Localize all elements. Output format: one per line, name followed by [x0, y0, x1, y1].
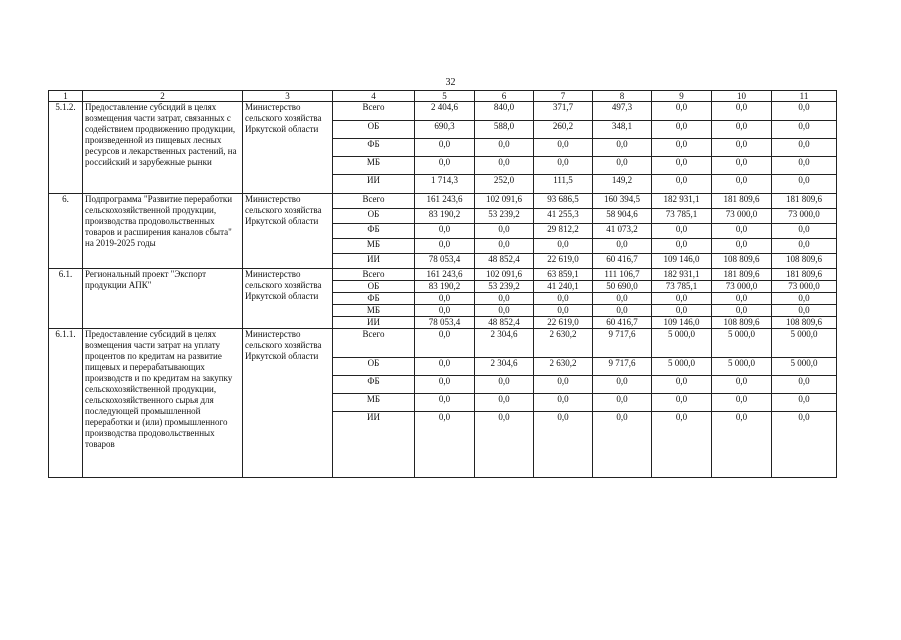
amount-cell: 0,0 — [652, 157, 712, 175]
amount-cell: 41 240,1 — [534, 281, 593, 293]
amount-cell: 690,3 — [415, 121, 475, 139]
table-body — [49, 91, 837, 478]
amount-cell: 41 073,2 — [593, 224, 652, 239]
amount-cell: 149,2 — [593, 175, 652, 194]
amount-cell: 0,0 — [593, 376, 652, 394]
amount-cell: 0,0 — [652, 394, 712, 412]
table-row — [49, 102, 837, 121]
amount-cell: 0,0 — [475, 139, 534, 157]
funding-source: ИИ — [333, 254, 415, 269]
amount-cell: 0,0 — [415, 358, 475, 376]
header-cell: 9 — [652, 91, 712, 102]
amount-cell: 60 416,7 — [593, 254, 652, 269]
amount-cell: 160 394,5 — [593, 194, 652, 209]
amount-cell: 48 852,4 — [475, 254, 534, 269]
amount-cell: 0,0 — [534, 376, 593, 394]
amount-cell: 0,0 — [534, 239, 593, 254]
amount-cell: 93 686,5 — [534, 194, 593, 209]
header-cell: 1 — [49, 91, 83, 102]
amount-cell: 73 785,1 — [652, 281, 712, 293]
funding-source: Всего — [333, 102, 415, 121]
amount-cell: 109 146,0 — [652, 317, 712, 329]
funding-source: Всего — [333, 194, 415, 209]
item-executor: Министерство сельского хозяйства Иркутской области — [243, 194, 333, 269]
amount-cell: 0,0 — [475, 293, 534, 305]
amount-cell: 0,0 — [415, 376, 475, 394]
amount-cell: 0,0 — [712, 224, 772, 239]
amount-cell: 48 852,4 — [475, 317, 534, 329]
amount-cell: 29 812,2 — [534, 224, 593, 239]
amount-cell: 0,0 — [652, 121, 712, 139]
amount-cell: 0,0 — [712, 376, 772, 394]
amount-cell: 108 809,6 — [772, 317, 837, 329]
item-number: 6.1. — [49, 269, 83, 329]
amount-cell: 181 809,6 — [712, 194, 772, 209]
amount-cell: 53 239,2 — [475, 209, 534, 224]
amount-cell: 0,0 — [475, 394, 534, 412]
amount-cell: 73 000,0 — [712, 281, 772, 293]
amount-cell: 5 000,0 — [712, 358, 772, 376]
amount-cell: 102 091,6 — [475, 194, 534, 209]
amount-cell: 0,0 — [593, 412, 652, 478]
amount-cell: 181 809,6 — [772, 269, 837, 281]
amount-cell: 181 809,6 — [772, 194, 837, 209]
amount-cell: 58 904,6 — [593, 209, 652, 224]
amount-cell: 0,0 — [712, 412, 772, 478]
item-name: Подпрограмма "Развитие переработки сельскохозяйственной продукции, производства продовольственных товаров и расширения каналов сбыта" на 2019-2025 годы — [83, 194, 243, 269]
header-cell: 3 — [243, 91, 333, 102]
amount-cell: 0,0 — [772, 157, 837, 175]
amount-cell: 840,0 — [475, 102, 534, 121]
item-name: Предоставление субсидий в целях возмещения части затрат, связанных с содействием продвижению продукции, произведенной из пищевых лесных ресурсов и лекарственных растений, на российский и зарубежные рынки — [83, 102, 243, 194]
amount-cell: 0,0 — [415, 293, 475, 305]
header-cell: 4 — [333, 91, 415, 102]
amount-cell: 5 000,0 — [652, 329, 712, 358]
amount-cell: 161 243,6 — [415, 269, 475, 281]
amount-cell: 78 053,4 — [415, 254, 475, 269]
amount-cell: 0,0 — [712, 305, 772, 317]
funding-source: МБ — [333, 157, 415, 175]
amount-cell: 111 106,7 — [593, 269, 652, 281]
funding-source: ОБ — [333, 358, 415, 376]
amount-cell: 0,0 — [475, 239, 534, 254]
amount-cell: 0,0 — [534, 157, 593, 175]
amount-cell: 108 809,6 — [712, 317, 772, 329]
amount-cell: 0,0 — [652, 305, 712, 317]
amount-cell: 2 630,2 — [534, 358, 593, 376]
amount-cell: 63 859,1 — [534, 269, 593, 281]
funding-source: ИИ — [333, 412, 415, 478]
amount-cell: 0,0 — [652, 412, 712, 478]
amount-cell: 0,0 — [475, 224, 534, 239]
item-name: Предоставление субсидий в целях возмещения части затрат на уплату процентов по кредитам на развитие пищевых и перерабатывающих производств и по кредитам на закупку сельскохозяйственной продукции, сельскохозяйственного сырья для последующей промышленной переработки и (или) промышленного производства продовольственных товаров — [83, 329, 243, 478]
header-cell: 5 — [415, 91, 475, 102]
amount-cell: 0,0 — [772, 139, 837, 157]
amount-cell: 588,0 — [475, 121, 534, 139]
funding-source: ФБ — [333, 139, 415, 157]
funding-source: ИИ — [333, 175, 415, 194]
amount-cell: 0,0 — [712, 175, 772, 194]
amount-cell: 0,0 — [593, 157, 652, 175]
amount-cell: 0,0 — [475, 157, 534, 175]
amount-cell: 252,0 — [475, 175, 534, 194]
amount-cell: 0,0 — [652, 376, 712, 394]
amount-cell: 22 619,0 — [534, 317, 593, 329]
amount-cell: 0,0 — [712, 293, 772, 305]
amount-cell: 0,0 — [772, 175, 837, 194]
amount-cell: 2 630,2 — [534, 329, 593, 358]
amount-cell: 0,0 — [534, 305, 593, 317]
amount-cell: 0,0 — [772, 305, 837, 317]
funding-source: ОБ — [333, 281, 415, 293]
amount-cell: 22 619,0 — [534, 254, 593, 269]
amount-cell: 73 785,1 — [652, 209, 712, 224]
amount-cell: 41 255,3 — [534, 209, 593, 224]
amount-cell: 182 931,1 — [652, 194, 712, 209]
amount-cell: 0,0 — [652, 224, 712, 239]
header-cell: 10 — [712, 91, 772, 102]
amount-cell: 161 243,6 — [415, 194, 475, 209]
amount-cell: 102 091,6 — [475, 269, 534, 281]
amount-cell: 0,0 — [415, 224, 475, 239]
amount-cell: 5 000,0 — [772, 329, 837, 358]
amount-cell: 497,3 — [593, 102, 652, 121]
amount-cell: 0,0 — [652, 102, 712, 121]
funding-source: ИИ — [333, 317, 415, 329]
header-cell: 6 — [475, 91, 534, 102]
item-number: 5.1.2. — [49, 102, 83, 194]
amount-cell: 0,0 — [712, 102, 772, 121]
amount-cell: 0,0 — [772, 224, 837, 239]
amount-cell: 0,0 — [415, 139, 475, 157]
funding-source: МБ — [333, 305, 415, 317]
funding-source: ФБ — [333, 376, 415, 394]
funding-source: ОБ — [333, 209, 415, 224]
amount-cell: 0,0 — [712, 239, 772, 254]
item-number: 6.1.1. — [49, 329, 83, 478]
amount-cell: 109 146,0 — [652, 254, 712, 269]
amount-cell: 0,0 — [772, 376, 837, 394]
amount-cell: 0,0 — [652, 175, 712, 194]
item-executor: Министерство сельского хозяйства Иркутской области — [243, 269, 333, 329]
amount-cell: 50 690,0 — [593, 281, 652, 293]
page-number: 32 — [445, 77, 456, 88]
amount-cell: 0,0 — [475, 376, 534, 394]
amount-cell: 182 931,1 — [652, 269, 712, 281]
amount-cell: 9 717,6 — [593, 329, 652, 358]
table-row — [49, 329, 837, 358]
funding-source: МБ — [333, 394, 415, 412]
amount-cell: 0,0 — [772, 239, 837, 254]
amount-cell: 0,0 — [772, 394, 837, 412]
amount-cell: 0,0 — [475, 305, 534, 317]
amount-cell: 0,0 — [593, 305, 652, 317]
amount-cell: 0,0 — [772, 102, 837, 121]
amount-cell: 0,0 — [593, 239, 652, 254]
header-cell: 8 — [593, 91, 652, 102]
amount-cell: 1 714,3 — [415, 175, 475, 194]
table-row — [49, 194, 837, 209]
item-number: 6. — [49, 194, 83, 269]
amount-cell: 83 190,2 — [415, 209, 475, 224]
item-executor: Министерство сельского хозяйства Иркутской области — [243, 329, 333, 478]
funding-source: ФБ — [333, 224, 415, 239]
amount-cell: 0,0 — [652, 239, 712, 254]
table-row — [49, 269, 837, 281]
amount-cell: 0,0 — [415, 329, 475, 358]
amount-cell: 0,0 — [772, 293, 837, 305]
header-cell: 11 — [772, 91, 837, 102]
header-cell: 2 — [83, 91, 243, 102]
amount-cell: 0,0 — [415, 239, 475, 254]
budget-table — [48, 90, 837, 478]
amount-cell: 0,0 — [534, 139, 593, 157]
amount-cell: 0,0 — [415, 412, 475, 478]
amount-cell: 2 304,6 — [475, 329, 534, 358]
amount-cell: 108 809,6 — [712, 254, 772, 269]
funding-source: Всего — [333, 269, 415, 281]
funding-source: ОБ — [333, 121, 415, 139]
amount-cell: 0,0 — [772, 412, 837, 478]
amount-cell: 2 404,6 — [415, 102, 475, 121]
amount-cell: 0,0 — [712, 121, 772, 139]
amount-cell: 260,2 — [534, 121, 593, 139]
amount-cell: 73 000,0 — [712, 209, 772, 224]
header-cell: 7 — [534, 91, 593, 102]
amount-cell: 371,7 — [534, 102, 593, 121]
amount-cell: 0,0 — [534, 394, 593, 412]
amount-cell: 2 304,6 — [475, 358, 534, 376]
amount-cell: 5 000,0 — [712, 329, 772, 358]
amount-cell: 0,0 — [475, 412, 534, 478]
amount-cell: 0,0 — [652, 293, 712, 305]
amount-cell: 0,0 — [593, 394, 652, 412]
amount-cell: 83 190,2 — [415, 281, 475, 293]
amount-cell: 0,0 — [712, 157, 772, 175]
amount-cell: 0,0 — [712, 394, 772, 412]
amount-cell: 9 717,6 — [593, 358, 652, 376]
amount-cell: 111,5 — [534, 175, 593, 194]
amount-cell: 0,0 — [534, 412, 593, 478]
amount-cell: 181 809,6 — [712, 269, 772, 281]
amount-cell: 0,0 — [415, 305, 475, 317]
amount-cell: 53 239,2 — [475, 281, 534, 293]
amount-cell: 73 000,0 — [772, 281, 837, 293]
amount-cell: 73 000,0 — [772, 209, 837, 224]
amount-cell: 0,0 — [593, 293, 652, 305]
amount-cell: 348,1 — [593, 121, 652, 139]
funding-source: Всего — [333, 329, 415, 358]
amount-cell: 108 809,6 — [772, 254, 837, 269]
amount-cell: 5 000,0 — [772, 358, 837, 376]
header-row — [49, 91, 837, 102]
amount-cell: 0,0 — [534, 293, 593, 305]
amount-cell: 5 000,0 — [652, 358, 712, 376]
amount-cell: 0,0 — [415, 157, 475, 175]
funding-source: ФБ — [333, 293, 415, 305]
funding-source: МБ — [333, 239, 415, 254]
amount-cell: 60 416,7 — [593, 317, 652, 329]
item-executor: Министерство сельского хозяйства Иркутской области — [243, 102, 333, 194]
amount-cell: 0,0 — [593, 139, 652, 157]
amount-cell: 0,0 — [652, 139, 712, 157]
amount-cell: 0,0 — [415, 394, 475, 412]
amount-cell: 78 053,4 — [415, 317, 475, 329]
item-name: Региональный проект "Экспорт продукции АПК" — [83, 269, 243, 329]
amount-cell: 0,0 — [712, 139, 772, 157]
amount-cell: 0,0 — [772, 121, 837, 139]
